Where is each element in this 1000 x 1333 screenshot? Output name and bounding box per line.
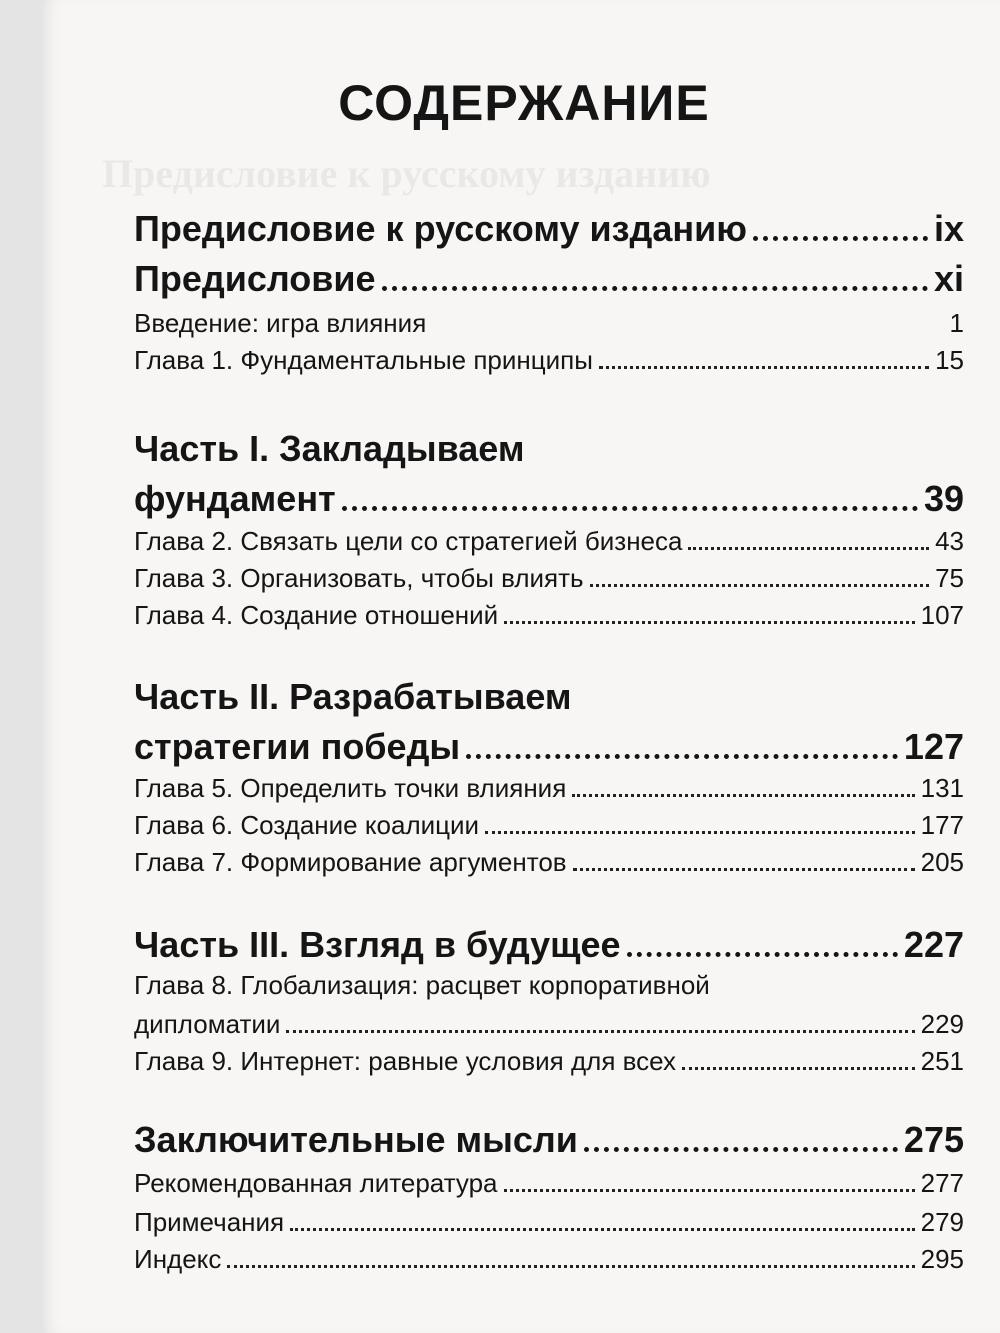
leader-dots xyxy=(572,794,914,797)
toc-entry-part-1[interactable]: фундамент 39 xyxy=(134,478,964,519)
leader-dots xyxy=(286,1030,914,1033)
toc-entry-chapter-4[interactable]: Глава 4. Создание отношений 107 xyxy=(134,600,964,630)
toc-entry-introduction[interactable]: Введение: игра влияния 1 xyxy=(134,308,964,338)
leader-dots xyxy=(573,868,915,871)
toc-entry-recommended-reading[interactable]: Рекомендованная литература 277 xyxy=(134,1168,964,1198)
book-page xyxy=(42,0,1000,1333)
toc-entry-final-thoughts[interactable]: Заключительные мысли 275 xyxy=(134,1119,964,1160)
toc-entry-chapter-6[interactable]: Глава 6. Создание коалиции 177 xyxy=(134,810,964,840)
leader-dots xyxy=(688,547,929,550)
toc-entry-chapter-2[interactable]: Глава 2. Связать цели со стратегией бизнеса 43 xyxy=(134,526,964,556)
toc-entry-part-3[interactable]: Часть III. Взгляд в будущее 227 xyxy=(134,924,964,965)
toc-entry-part-2[interactable]: стратегии победы 127 xyxy=(134,726,964,767)
toc-entry-index[interactable]: Индекс 295 xyxy=(134,1244,964,1274)
leader-space xyxy=(432,329,943,332)
toc-entry-chapter-9[interactable]: Глава 9. Интернет: равные условия для всех 251 xyxy=(134,1046,964,1076)
leader-dots xyxy=(382,286,928,291)
leader-dots xyxy=(599,366,929,369)
toc-entry-chapter-5[interactable]: Глава 5. Определить точки влияния 131 xyxy=(134,773,964,803)
leader-dots xyxy=(466,754,898,759)
toc-chapter-8-title-line1[interactable]: Глава 8. Глобализация: расцвет корпоративной xyxy=(134,970,710,1000)
leader-dots xyxy=(504,1189,915,1192)
toc-entry-notes[interactable]: Примечания 279 xyxy=(134,1207,964,1237)
toc-entry-chapter-7[interactable]: Глава 7. Формирование аргументов 205 xyxy=(134,847,964,877)
leader-dots xyxy=(504,621,914,624)
leader-dots xyxy=(627,952,898,957)
leader-dots xyxy=(342,506,918,511)
leader-dots xyxy=(590,584,930,587)
bleed-through-text: Предисловие к русскому изданию xyxy=(102,151,711,196)
toc-part-2-title-line1[interactable]: Часть II. Разрабатываем xyxy=(134,676,572,717)
leader-dots xyxy=(227,1265,914,1268)
leader-dots xyxy=(485,831,915,834)
toc-entry-chapter-3[interactable]: Глава 3. Организовать, чтобы влиять 75 xyxy=(134,563,964,593)
toc-part-1-title-line1[interactable]: Часть I. Закладываем xyxy=(134,428,525,469)
leader-dots xyxy=(584,1147,898,1152)
toc-entry-chapter-8[interactable]: дипломатии 229 xyxy=(134,1009,964,1039)
page-title: СОДЕРЖАНИЕ xyxy=(338,75,710,131)
toc-entry-preface[interactable]: Предисловие xi xyxy=(134,258,964,299)
toc-entry-chapter-1[interactable]: Глава 1. Фундаментальные принципы 15 xyxy=(134,345,964,375)
leader-dots xyxy=(682,1067,915,1070)
leader-dots xyxy=(753,236,928,241)
toc-entry-preface-russian[interactable]: Предисловие к русскому изданию ix xyxy=(134,208,964,249)
leader-dots xyxy=(290,1228,915,1231)
